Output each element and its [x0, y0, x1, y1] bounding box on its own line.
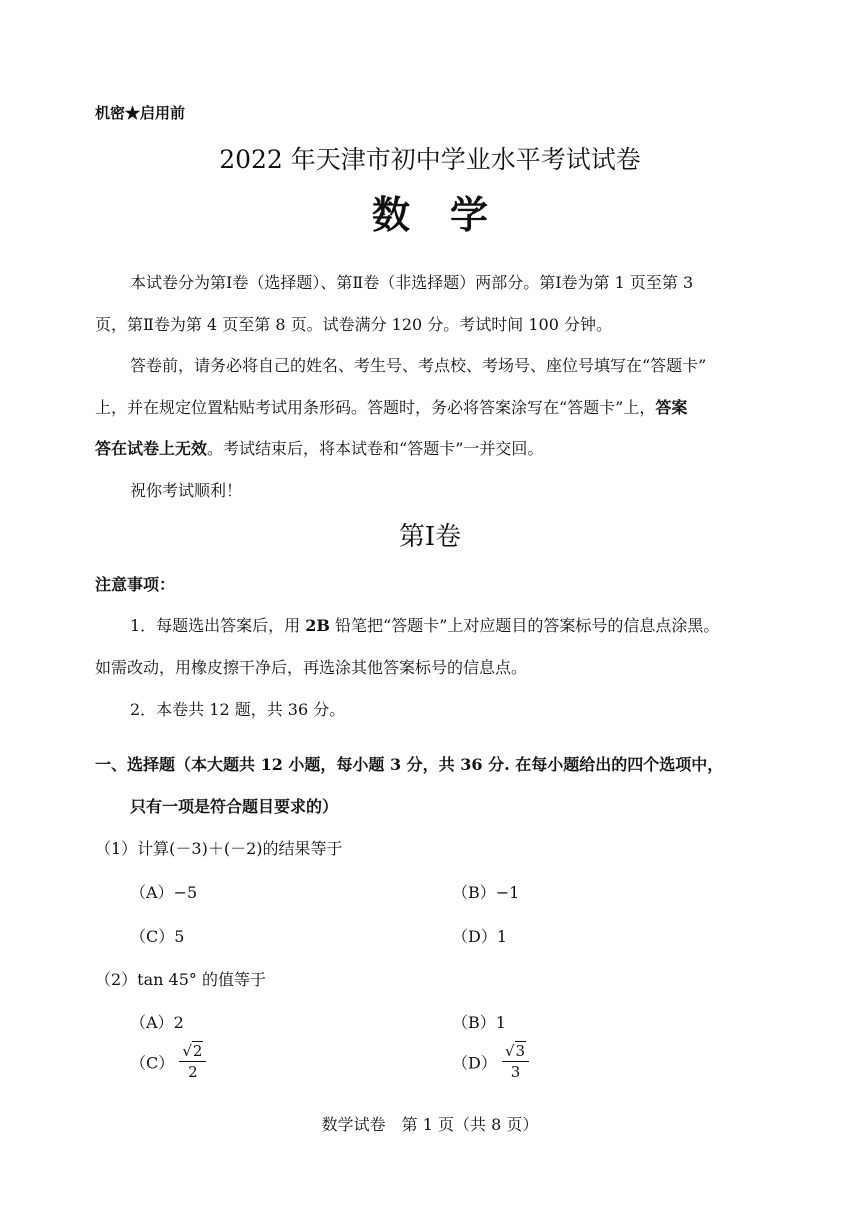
intro-paragraph-2-line-2 — [95, 395, 687, 418]
page-footer: 数学试卷 第 1 页（共 8 页） — [321, 1115, 539, 1134]
radicand: 3 — [515, 1042, 526, 1060]
intro-paragraph-2-line-3 — [95, 436, 543, 459]
question-2-option-b — [452, 1010, 506, 1033]
question-1-option-b — [452, 880, 519, 903]
option-text: −5 — [173, 883, 198, 902]
question-1-option-a — [130, 880, 197, 903]
question-2-stem: （2）tan 45° 的值等于 — [95, 970, 266, 989]
pencil-type: 2B — [305, 616, 330, 635]
option-label: （C） — [130, 927, 175, 946]
option-label: （C） — [130, 1053, 175, 1073]
option-text: 5 — [174, 927, 185, 946]
note-1-line-2: 如需改动，用橡皮擦干净后，再选涂其他答案标号的信息点。 — [95, 658, 528, 677]
confidential-mark: 机密★启用前 — [95, 104, 186, 122]
numerator — [179, 1044, 206, 1062]
intro-paragraph-2-tail: 。考试结束后，将本试卷和“答题卡”一并交回。 — [207, 439, 544, 458]
intro-paragraph-2-line-1: 答卷前，请务必将自己的姓名、考生号、考点校、考场号、座位号填写在“答题卡” — [130, 356, 707, 375]
numerator — [502, 1044, 529, 1062]
note-1-line-1 — [130, 613, 719, 636]
intro-paragraph-1-line-1: 本试卷分为第Ⅰ卷（选择题）、第Ⅱ卷（非选择题）两部分。第Ⅰ卷为第 1 页至第 3 — [130, 273, 694, 292]
sqrt-symbol: √ — [182, 1042, 192, 1060]
option-label: （B） — [452, 1013, 496, 1032]
exam-title: 2022 年天津市初中学业水平考试试卷 — [219, 145, 641, 174]
notes-heading: 注意事项： — [95, 575, 176, 594]
part-1-heading-line-1: 一、选择题（本大题共 12 小题，每小题 3 分，共 36 分. 在每小题给出的四个选项中， — [95, 755, 724, 774]
fraction — [179, 1044, 206, 1080]
option-label: （A） — [130, 883, 174, 902]
sqrt-symbol: √ — [504, 1042, 515, 1060]
section-title: 第Ⅰ卷 — [398, 522, 462, 552]
option-label: （D） — [452, 1053, 497, 1073]
fraction — [502, 1044, 529, 1080]
option-text: −1 — [495, 883, 520, 902]
radicand: 2 — [192, 1042, 203, 1060]
good-luck-text: 祝你考试顺利！ — [130, 481, 243, 500]
question-2-option-c — [130, 1044, 206, 1080]
note-2: 2．本卷共 12 题，共 36 分。 — [130, 700, 346, 719]
question-1-option-c — [130, 924, 184, 947]
intro-warning-start: 答案 — [655, 398, 688, 417]
option-text: 1 — [496, 927, 508, 946]
denominator: 2 — [188, 1063, 198, 1081]
intro-paragraph-1-line-2: 页，第Ⅱ卷为第 4 页至第 8 页。试卷满分 120 分。考试时间 100 分钟。 — [95, 315, 613, 334]
note-1-text: 1．每题选出答案后，用 — [130, 616, 301, 635]
question-1-stem: （1）计算(－3)＋(－2)的结果等于 — [95, 839, 343, 858]
part-1-heading-line-2: 只有一项是符合题目要求的） — [130, 797, 339, 816]
option-label: （B） — [452, 883, 496, 902]
option-text: 2 — [173, 1013, 184, 1032]
subject-title: 数学 — [371, 192, 528, 237]
option-label: （A） — [130, 1013, 174, 1032]
question-2-option-d — [452, 1044, 529, 1080]
intro-paragraph-2-text: 上，并在规定位置粘贴考试用条形码。答题时，务必将答案涂写在“答题卡”上， — [95, 398, 656, 417]
question-2-option-a — [130, 1010, 184, 1033]
question-1-option-d — [452, 924, 507, 947]
note-1-text-end: 铅笔把“答题卡”上对应题目的答案标号的信息点涂黑。 — [335, 616, 720, 635]
option-text: 1 — [495, 1013, 506, 1032]
option-label: （D） — [452, 927, 497, 946]
intro-warning-end: 答在试卷上无效 — [95, 439, 208, 458]
denominator: 3 — [510, 1063, 521, 1081]
